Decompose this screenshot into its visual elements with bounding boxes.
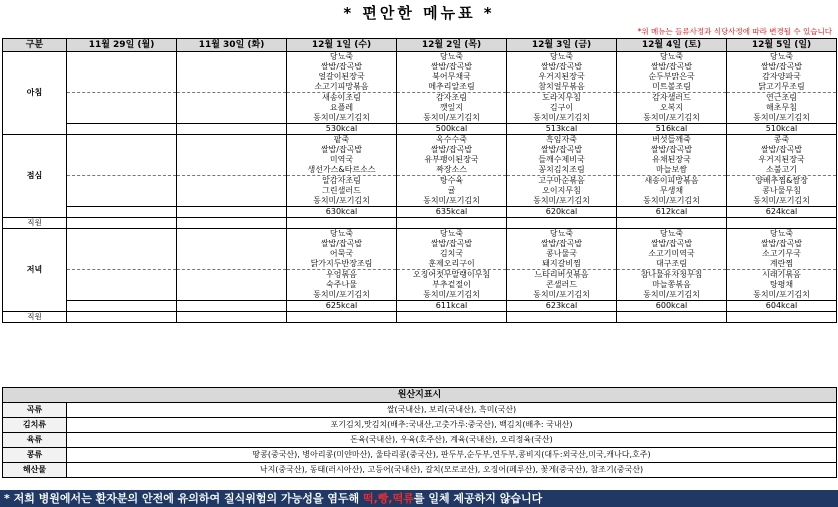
menu-item [177,196,287,207]
menu-item: 대구조림 [617,259,727,270]
origin-label: 김치류 [3,418,67,433]
staff-cell [397,218,507,229]
menu-item: 요플레 [287,103,397,113]
menu-item: 알감자조림 [287,176,397,187]
menu-item [67,135,177,146]
kcal-cell [67,207,177,218]
staff-cell [617,312,727,323]
menu-item [67,176,177,187]
menu-item: 무생채 [617,186,727,196]
menu-item: 꽁치김치조림 [507,165,617,176]
menu-item: 버섯들깨죽 [617,135,727,146]
menu-item: 콘샐러드 [507,280,617,290]
menu-item: 참나물유자청무침 [617,270,727,281]
menu-item: 동치미/포기김치 [727,290,837,301]
day-header: 11월 29일 (월) [67,39,177,52]
menu-item: 우거지된장국 [507,72,617,82]
kcal-cell [177,124,287,135]
staff-cell [287,218,397,229]
menu-item: 소고기무국 [727,249,837,259]
kcal-cell: 623kcal [507,301,617,312]
menu-item [67,52,177,63]
menu-row [3,176,837,187]
day-header: 12월 1일 (수) [287,39,397,52]
menu-item [177,280,287,290]
kcal-cell: 630kcal [287,207,397,218]
menu-item [177,249,287,259]
banner-text-end: 를 일체 제공하지 않습니다 [413,492,543,505]
menu-item: 들깨수제비국 [507,155,617,165]
menu-item [177,93,287,104]
origin-row [3,433,837,448]
kcal-cell: 611kcal [397,301,507,312]
menu-item: 짜장소스 [397,165,507,176]
menu-item [177,135,287,146]
menu-item: 미역국 [287,155,397,165]
menu-item: 당뇨죽 [287,229,397,240]
menu-item: 쌀밥/잡곡밥 [287,239,397,249]
menu-item: 동치미/포기김치 [507,196,617,207]
menu-item: 도라지무침 [507,93,617,104]
menu-item: 콩죽 [727,135,837,146]
day-header: 12월 4일 (토) [617,39,727,52]
menu-item: 마늘쫑볶음 [617,280,727,290]
weekly-menu-table [2,38,837,323]
menu-item [177,145,287,155]
kcal-cell [177,301,287,312]
staff-cell [177,218,287,229]
meal-label: 저녁 [3,229,67,312]
day-header: 12월 2일 (목) [397,39,507,52]
menu-row [3,72,837,82]
menu-row [3,259,837,270]
menu-item [67,290,177,301]
day-header: 12월 3일 (금) [507,39,617,52]
staff-cell [67,312,177,323]
menu-item: 오이지무침 [507,186,617,196]
menu-row [3,249,837,259]
corner-cell: 구분 [3,39,67,52]
menu-item: 소불고기 [727,165,837,176]
menu-item: 동치미/포기김치 [507,113,617,124]
menu-item [67,155,177,165]
menu-item [67,229,177,240]
menu-item: 쌀밥/잡곡밥 [617,62,727,72]
menu-item: 새송이조림 [287,93,397,104]
menu-item [67,165,177,176]
menu-item: 닭가지두반장조림 [287,259,397,270]
origin-row [3,418,837,433]
kcal-cell [67,301,177,312]
staff-cell [727,218,837,229]
menu-item: 미트볼조림 [617,82,727,93]
staff-cell [727,312,837,323]
menu-item: 마늘보쌈 [617,165,727,176]
staff-row [3,218,837,229]
staff-label: 직원 [3,218,67,229]
menu-item: 오복지 [617,103,727,113]
menu-item: 쌀밥/잡곡밥 [507,145,617,155]
menu-item: 옥수수죽 [397,135,507,146]
menu-row [3,93,837,104]
menu-item [67,196,177,207]
menu-item: 닭고기무조림 [727,82,837,93]
origin-title: 원산지표시 [3,388,837,403]
kcal-cell [67,124,177,135]
menu-item [67,280,177,290]
menu-item: 팥죽 [287,135,397,146]
menu-item: 동치미/포기김치 [617,113,727,124]
menu-item: 탕평채 [727,280,837,290]
staff-cell [177,312,287,323]
menu-row [3,280,837,290]
menu-item: 양배추찜&쌈장 [727,176,837,187]
menu-item: 동치미/포기김치 [507,290,617,301]
menu-item: 콩나물국 [507,249,617,259]
meal-label: 아침 [3,52,67,135]
origin-value: 쌀(국내산), 보리(국내산), 흑미(국산) [67,403,837,418]
menu-row [3,196,837,207]
header-row [3,39,837,52]
menu-item [177,82,287,93]
menu-item: 당뇨죽 [287,52,397,63]
kcal-cell: 620kcal [507,207,617,218]
menu-item: 쌀밥/잡곡밥 [727,62,837,72]
menu-item [177,229,287,240]
menu-item: 우엉볶음 [287,270,397,281]
menu-item: 쌀밥/잡곡밥 [397,239,507,249]
menu-item [67,72,177,82]
menu-item: 시래기볶음 [727,270,837,281]
menu-item: 소고기피망볶음 [287,82,397,93]
menu-item: 동치미/포기김치 [287,290,397,301]
menu-item: 동치미/포기김치 [397,113,507,124]
page-title: * 편안한 메뉴표 * [343,4,495,22]
menu-item: 훈제오리구이 [397,259,507,270]
staff-label: 직원 [3,312,67,323]
menu-row [3,155,837,165]
banner-text-start: * 저희 병원에서는 환자분의 안전에 유의하여 질식위험의 가능성을 염두해 [4,492,363,505]
menu-item [67,145,177,155]
kcal-cell [177,207,287,218]
menu-item [177,52,287,63]
menu-row [3,186,837,196]
menu-item [177,165,287,176]
origin-value: 돈육(국내산), 우육(호주산), 계육(국내산), 오리정육(국산) [67,433,837,448]
menu-row [3,135,837,146]
menu-item: 계란찜 [727,259,837,270]
menu-item: 메추리알조림 [397,82,507,93]
menu-item [177,270,287,281]
menu-item: 동치미/포기김치 [617,290,727,301]
kcal-cell: 625kcal [287,301,397,312]
kcal-cell: 635kcal [397,207,507,218]
menu-item: 김치국 [397,249,507,259]
menu-item [177,239,287,249]
menu-row [3,239,837,249]
meal-label: 점심 [3,135,67,218]
menu-item [67,270,177,281]
menu-item: 귤 [397,186,507,196]
menu-row [3,52,837,63]
menu-item: 유채된장국 [617,155,727,165]
menu-item: 깻잎지 [397,103,507,113]
menu-item: 당뇨죽 [397,229,507,240]
menu-item: 우거지된장국 [727,155,837,165]
menu-item [177,259,287,270]
menu-item: 쌀밥/잡곡밥 [397,145,507,155]
menu-item: 당뇨죽 [617,229,727,240]
menu-item [67,113,177,124]
staff-cell [617,218,727,229]
menu-item: 쌀밥/잡곡밥 [617,145,727,155]
menu-item: 감자양파국 [727,72,837,82]
menu-item: 동치미/포기김치 [617,196,727,207]
menu-item: 감자샐러드 [617,93,727,104]
menu-item: 동치미/포기김치 [397,290,507,301]
origin-label: 육류 [3,433,67,448]
menu-item: 새송이피망볶음 [617,176,727,187]
menu-item: 소고기미역국 [617,249,727,259]
menu-item: 쌀밥/잡곡밥 [397,62,507,72]
menu-item: 동치미/포기김치 [727,196,837,207]
menu-item [67,62,177,72]
menu-item: 느타리버섯볶음 [507,270,617,281]
menu-item: 해초무침 [727,103,837,113]
origin-label: 해산물 [3,463,67,478]
menu-item [177,103,287,113]
origin-label: 곡류 [3,403,67,418]
menu-item: 오징어젓무말랭이무침 [397,270,507,281]
menu-item: 어묵국 [287,249,397,259]
menu-row [3,62,837,72]
origin-header-row [3,388,837,403]
menu-item: 쌀밥/잡곡밥 [617,239,727,249]
menu-item: 당뇨죽 [727,229,837,240]
menu-row [3,270,837,281]
menu-item [177,113,287,124]
menu-item: 순두부맑은국 [617,72,727,82]
menu-item [177,290,287,301]
day-header: 11월 30일 (화) [177,39,287,52]
menu-item: 콩나물무침 [727,186,837,196]
kcal-cell: 516kcal [617,124,727,135]
origin-value: 포기김치,맛김치(배추:국내산,고춧가루:중국산), 백김치(배추: 국내산) [67,418,837,433]
menu-item [67,249,177,259]
staff-cell [287,312,397,323]
menu-row [3,82,837,93]
origin-row [3,448,837,463]
kcal-cell: 513kcal [507,124,617,135]
menu-item: 동치미/포기김치 [727,113,837,124]
menu-item: 쌀밥/잡곡밥 [727,239,837,249]
menu-item: 쌀밥/잡곡밥 [507,239,617,249]
menu-item: 얼갈이된장국 [287,72,397,82]
menu-item [67,82,177,93]
menu-item: 고구마순볶음 [507,176,617,187]
kcal-cell: 612kcal [617,207,727,218]
change-notice: *위 메뉴는 들류사정과 식당사정에 따라 변경될 수 있습니다 [637,27,832,36]
staff-cell [507,218,617,229]
origin-row [3,403,837,418]
kcal-row [3,301,837,312]
menu-item: 당뇨죽 [617,52,727,63]
origin-table [2,387,837,478]
menu-item [177,176,287,187]
menu-item: 유부팽이된장국 [397,155,507,165]
menu-item [67,186,177,196]
menu-item: 북어무채국 [397,72,507,82]
safety-banner [0,490,838,507]
kcal-row [3,124,837,135]
menu-row [3,145,837,155]
menu-item: 숙주나물 [287,280,397,290]
menu-item: 김구이 [507,103,617,113]
menu-item: 동치미/포기김치 [287,196,397,207]
kcal-cell: 600kcal [617,301,727,312]
menu-item: 흑임자죽 [507,135,617,146]
kcal-cell: 604kcal [727,301,837,312]
menu-item: 탕수육 [397,176,507,187]
menu-item [177,72,287,82]
menu-row [3,103,837,113]
menu-row [3,113,837,124]
staff-row [3,312,837,323]
kcal-cell: 500kcal [397,124,507,135]
origin-label: 콩류 [3,448,67,463]
menu-row [3,290,837,301]
menu-item: 참치얼무볶음 [507,82,617,93]
menu-row [3,165,837,176]
menu-item: 돼지갈비찜 [507,259,617,270]
menu-item: 동치미/포기김치 [287,113,397,124]
menu-item [67,103,177,113]
staff-cell [397,312,507,323]
menu-sheet [2,0,836,474]
menu-item: 생선가스&타르소스 [287,165,397,176]
staff-cell [507,312,617,323]
menu-item: 부추겉절이 [397,280,507,290]
menu-item [177,186,287,196]
menu-item: 당뇨죽 [507,52,617,63]
kcal-cell: 510kcal [727,124,837,135]
menu-item [67,259,177,270]
menu-item [67,93,177,104]
origin-row [3,463,837,478]
menu-item [67,239,177,249]
menu-item: 쌀밥/잡곡밥 [287,62,397,72]
menu-item: 쌀밥/잡곡밥 [727,145,837,155]
menu-item: 감자조림 [397,93,507,104]
menu-item: 당뇨죽 [397,52,507,63]
banner-highlight: 떡,빵,떡류 [363,492,414,505]
kcal-cell: 530kcal [287,124,397,135]
menu-item: 동치미/포기김치 [397,196,507,207]
menu-item: 당뇨죽 [727,52,837,63]
menu-item: 당뇨죽 [507,229,617,240]
staff-cell [67,218,177,229]
day-header: 12월 5일 (일) [727,39,837,52]
menu-item: 그린샐러드 [287,186,397,196]
menu-item: 연근조림 [727,93,837,104]
menu-item: 쌀밥/잡곡밥 [507,62,617,72]
origin-value: 낙지(중국산), 동태(러시아산), 고등어(국내산), 갈치(모로코산), 오징어(페루산), 꽃게(중국산), 참조기(중국산) [67,463,837,478]
menu-item: 쌀밥/잡곡밥 [287,145,397,155]
menu-item [177,62,287,72]
menu-item [177,155,287,165]
kcal-row [3,207,837,218]
menu-row [3,229,837,240]
origin-value: 땅콩(중국산), 병아리콩(미얀마산), 울타리콩(중국산), 판두부,순두부,연두부,콩비지(대두:외국산,미국,캐나다,호주) [67,448,837,463]
kcal-cell: 624kcal [727,207,837,218]
